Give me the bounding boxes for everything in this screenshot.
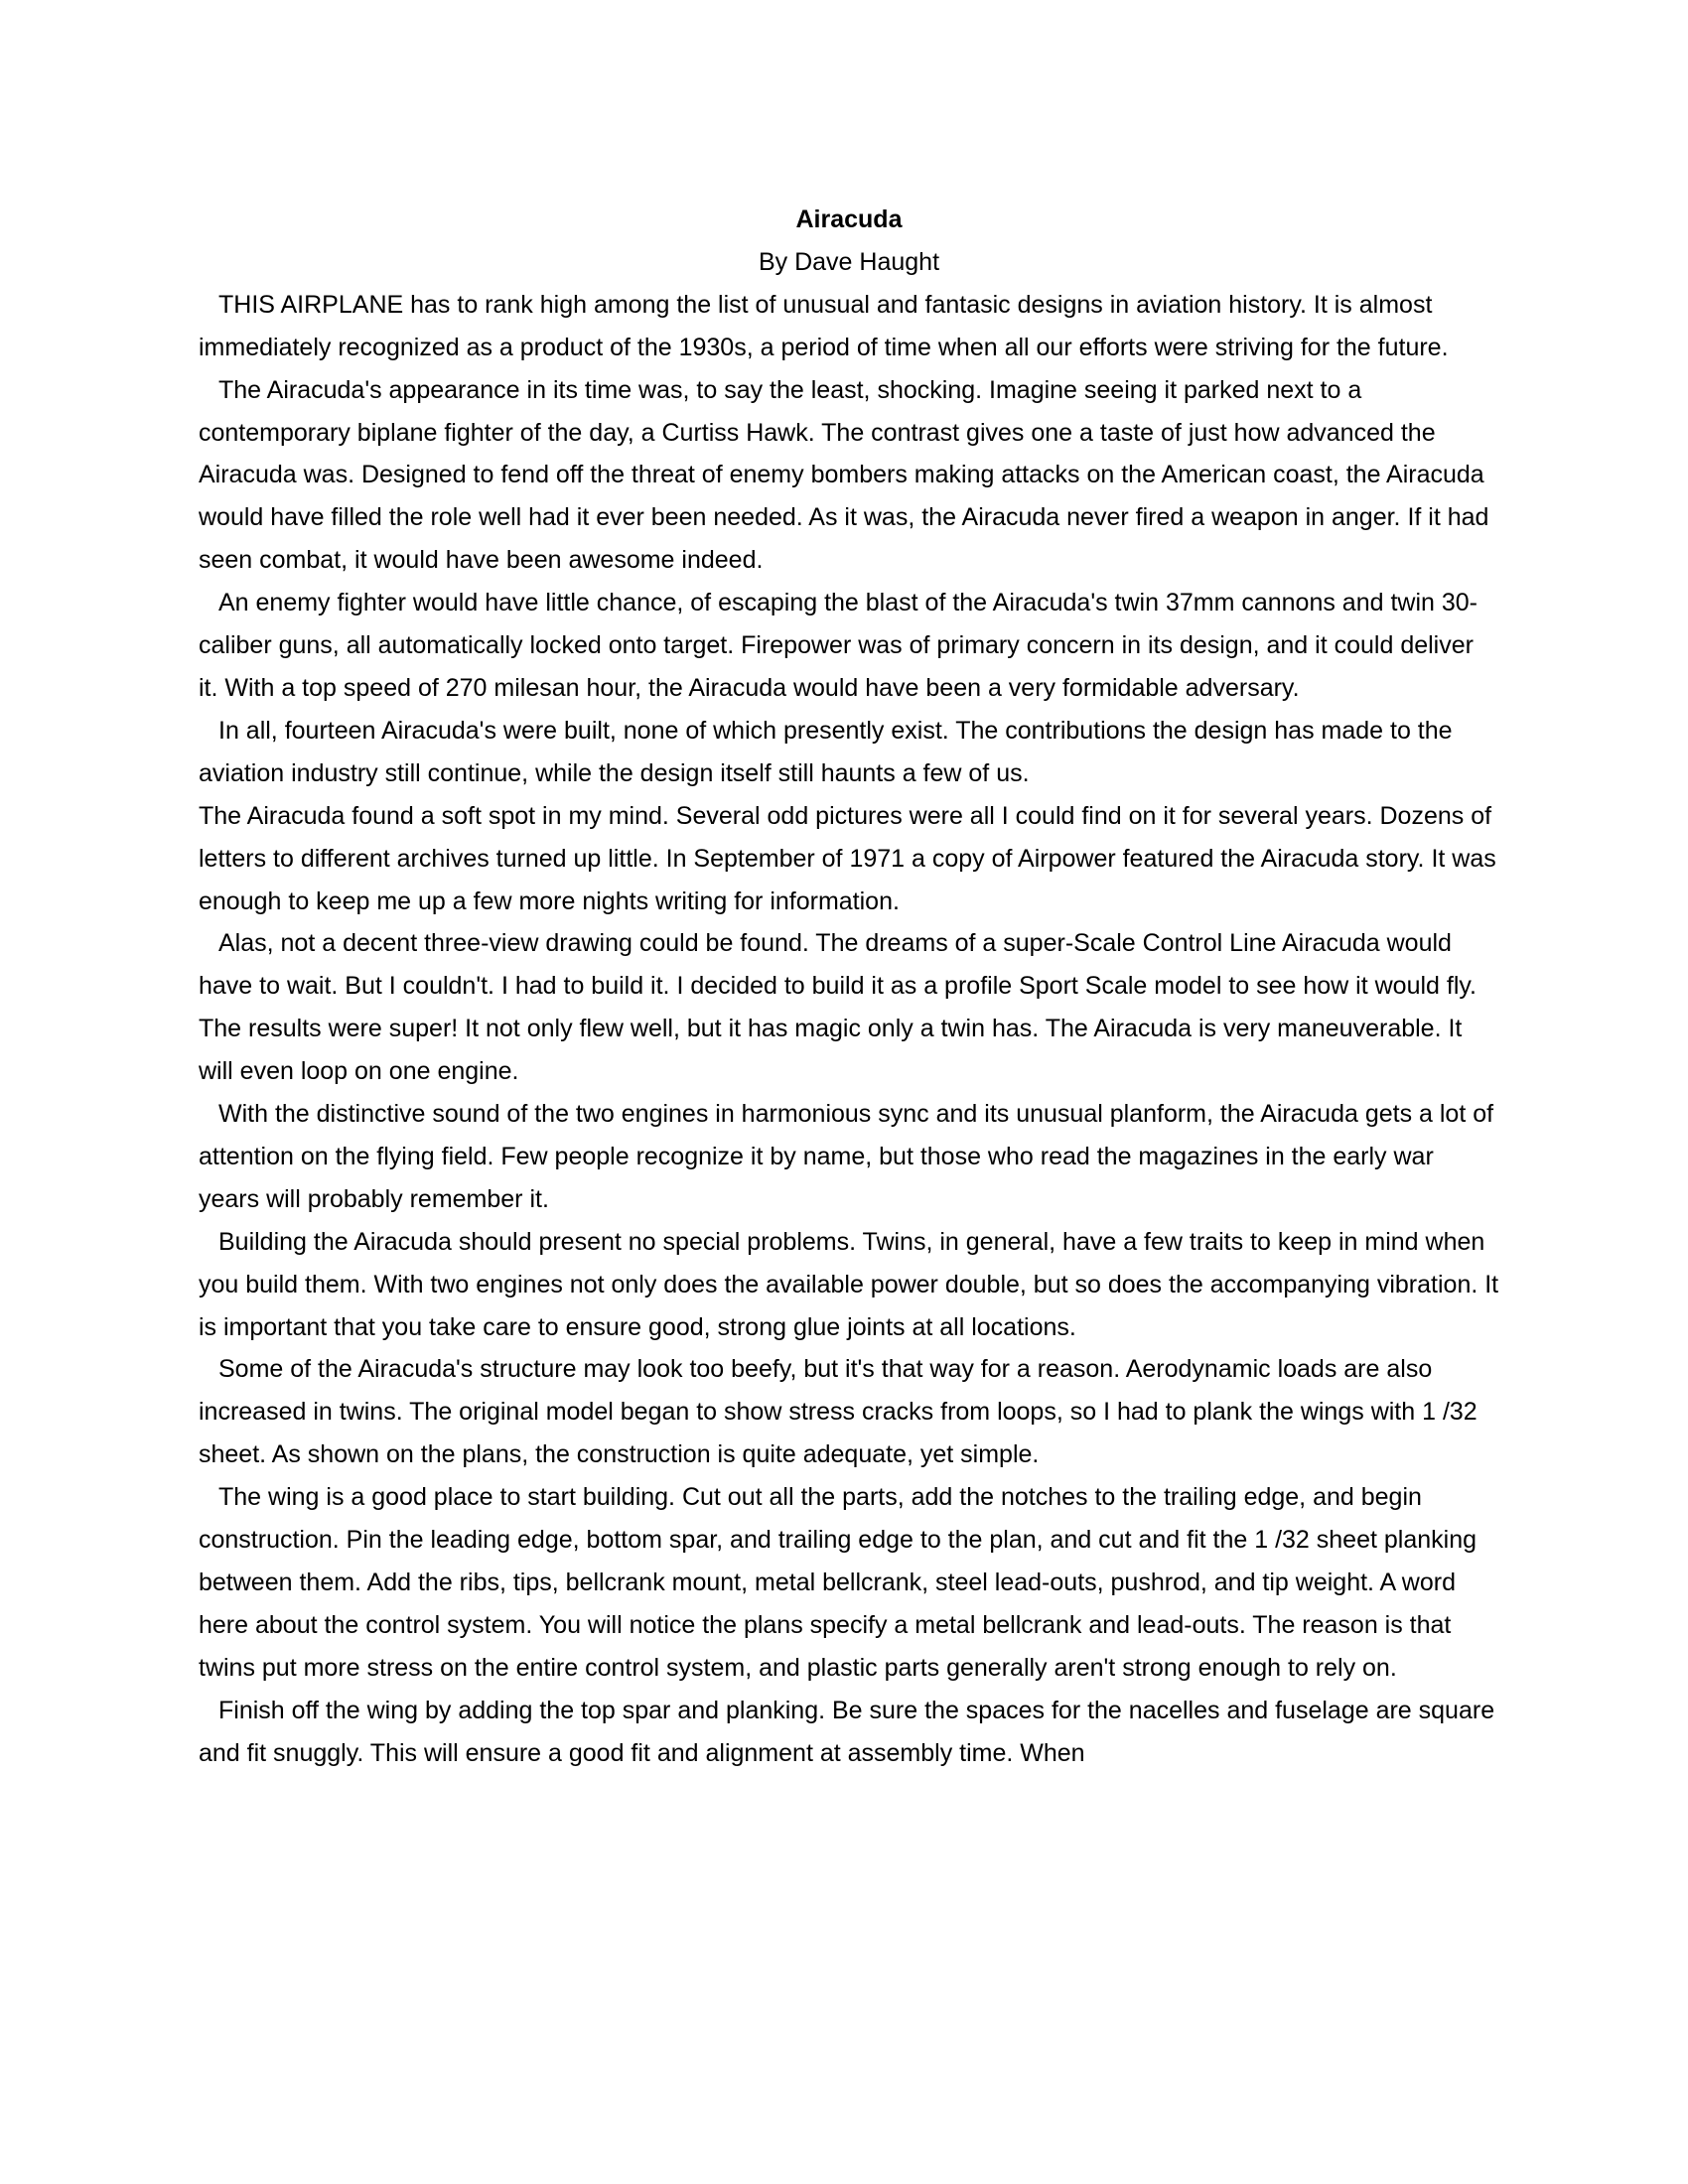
paragraph: An enemy fighter would have little chance, of escaping the blast of the Airacuda's twin 37mm cannons and twin 30-caliber guns, all automatically locked onto target. Firepower was of primary concern in its design, and it could deliver it. With a top speed of 270 milesan hour, the Airacuda would have been a very formidable adversary. [199,589,1478,702]
paragraph: In all, fourteen Airacuda's were built, none of which presently exist. The contributions the design has made to the aviation industry still continue, while the design itself still haunts a few of us. [199,716,1453,787]
paragraph: Alas, not a decent three-view drawing could be found. The dreams of a super-Scale Control Line Airacuda would have to wait. But I couldn't. I had to build it. I decided to build it as a profile Sport Scale model to see how it would fly. The results were super! It not only flew well, but it has magic only a twin has. The Airacuda is very maneuverable. It will even loop on one engine. [199,929,1477,1086]
article-title: Airacuda [795,205,903,233]
paragraph: Building the Airacuda should present no special problems. Twins, in general, have a few traits to keep in mind when you build them. With two engines not only does the available power double, but so does the accompanying vibration. It is important that you take care to ensure good, strong glue joints at all locations. [199,1227,1499,1341]
article-byline: By Dave Haught [758,247,940,276]
paragraph: The wing is a good place to start building. Cut out all the parts, add the notches to the trailing edge, and begin construction. Pin the leading edge, bottom spar, and trailing edge to the plan, and cut and fit the 1 /32 sheet planking between them. Add the ribs, tips, bellcrank mount, metal bellcrank, steel lead-outs, pushrod, and tip weight. A word here about the control system. You will notice the plans specify a metal bellcrank and lead-outs. The reason is that twins put more stress on the entire control system, and plastic parts generally aren't strong enough to rely on. [199,1483,1477,1682]
paragraph: With the distinctive sound of the two engines in harmonious sync and its unusual planform, the Airacuda gets a lot of attention on the flying field. Few people recognize it by name, but those who read the magazines in the early war years will probably remember it. [199,1100,1494,1213]
paragraph: THIS AIRPLANE has to rank high among the list of unusual and fantasic designs in aviation history. It is almost immediately recognized as a product of the 1930s, a period of time when all our efforts were striving for the future. [199,290,1449,361]
paragraph: Some of the Airacuda's structure may look too beefy, but it's that way for a reason. Aerodynamic loads are also increased in twins. The original model began to show stress cracks from loops, so I had to plank the wings with 1 /32 sheet. As shown on the plans, the construction is quite adequate, yet simple. [199,1355,1477,1469]
paragraph: The Airacuda's appearance in its time was, to say the least, shocking. Imagine seeing it parked next to a contemporary biplane fighter of the day, a Curtiss Hawk. The contrast gives one a taste of just how advanced the Airacuda was. Designed to fend off the threat of enemy bombers making attacks on the American coast, the Airacuda would have filled the role well had it ever been needed. As it was, the Airacuda never fired a weapon in anger. If it had seen combat, it would have been awesome indeed. [199,375,1489,575]
paragraph: Finish off the wing by adding the top spar and planking. Be sure the spaces for the nacelles and fuselage are square and fit snuggly. This will ensure a good fit and alignment at assembly time. When [199,1696,1495,1767]
article-body [199,199,1499,1775]
paragraph: The Airacuda found a soft spot in my mind. Several odd pictures were all I could find on it for several years. Dozens of letters to different archives turned up little. In September of 1971 a copy of Airpower featured the Airacuda story. It was enough to keep me up a few more nights writing for information. [199,801,1496,915]
